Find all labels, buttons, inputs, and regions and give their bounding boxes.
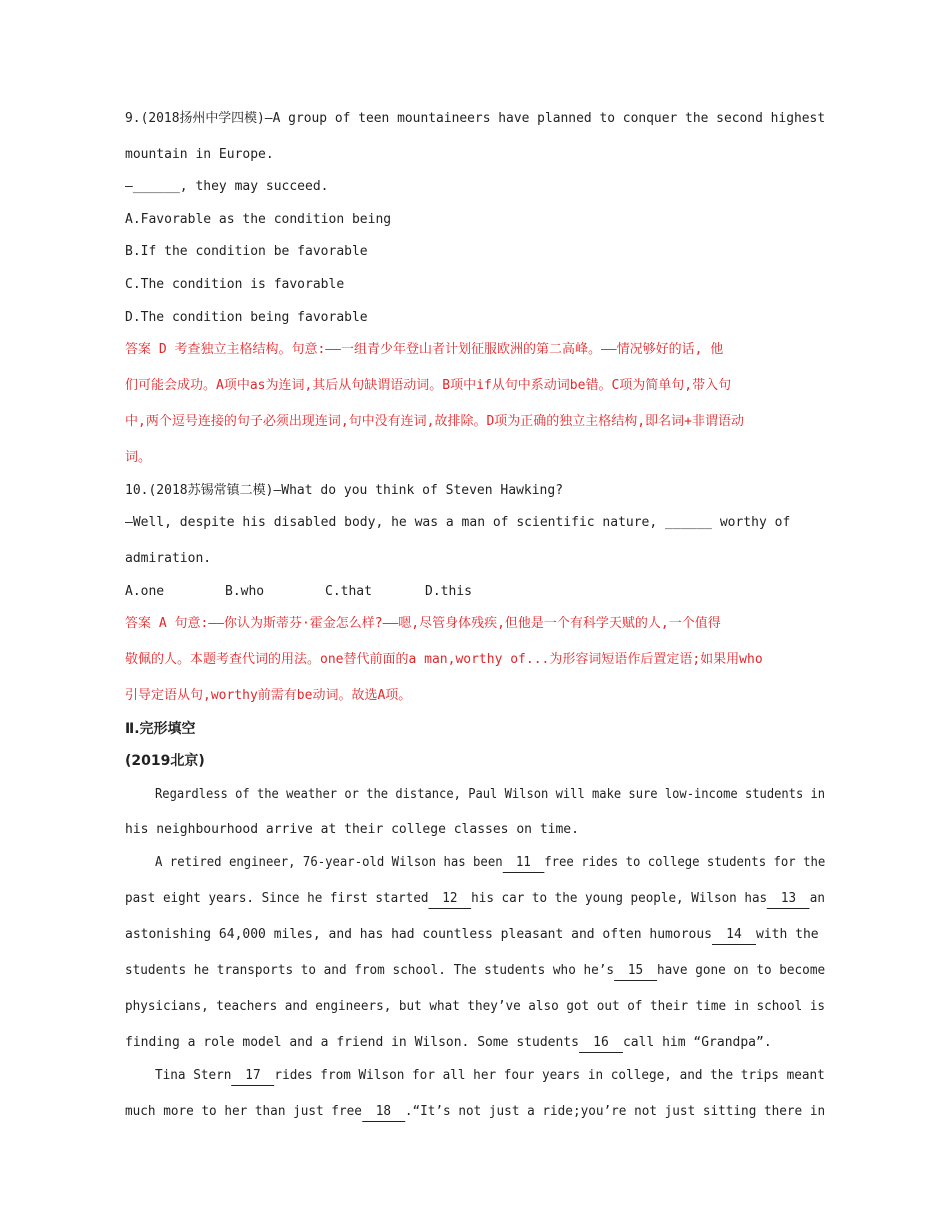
q10-answer-line-3: 引导定语从句,worthy前需有be动词。故选A项。 (125, 688, 412, 703)
passage-p3-line-2 (125, 1097, 825, 1127)
blank-18: 18 (362, 1103, 405, 1122)
q9-option-b: B.If the condition be favorable (125, 244, 368, 259)
text-segment: astonishing 64,000 miles, and has had countless pleasant and often humorous (125, 927, 712, 942)
text-segment: with the (756, 927, 819, 942)
passage-p3-line-1 (155, 1061, 825, 1091)
q9-answer-line-2: 们可能会成功。A项中as为连词,其后从句缺谓语动词。B项中if从句中系动词be错。C项为简单句,带入句 (125, 378, 732, 393)
q10-answer-line-2: 敬佩的人。本题考查代词的用法。one替代前面的a man,worthy of...为形容词短语作后置定语;如果用who (125, 652, 763, 667)
text-segment: Tina Stern (155, 1068, 232, 1083)
q10-option-c: C.that (325, 584, 372, 599)
passage-p2-line-1 (155, 848, 825, 878)
blank-12: 12 (429, 890, 472, 909)
text-segment: call him “Grandpa”. (622, 1035, 772, 1050)
passage-p2-line-2 (125, 884, 825, 914)
q10-options (125, 577, 525, 607)
q9-answer-line-4: 词。 (125, 450, 152, 465)
text-segment: his car to the young people, Wilson has (471, 891, 768, 906)
text-segment: much more to her than just free (125, 1104, 362, 1119)
blank-14: 14 (712, 926, 756, 945)
text-segment: have gone on to become (656, 963, 826, 978)
passage-p1-line-1: Regardless of the weather or the distance, Paul Wilson will make sure low-income students in (155, 787, 826, 802)
q9-option-d: D.The condition being favorable (125, 310, 368, 325)
section-heading: Ⅱ.完形填空 (125, 721, 196, 737)
passage-source: (2019北京) (125, 753, 205, 769)
q9-line-1: 9.(2018扬州中学四模)—A group of teen mountaineers have planned to conquer the second highest (125, 111, 826, 126)
q9-option-a: A.Favorable as the condition being (125, 212, 392, 227)
text-segment: an (809, 891, 825, 906)
q10-line-3: admiration. (125, 551, 212, 566)
text-segment: past eight years. Since he first started (125, 891, 429, 906)
q9-line-2: mountain in Europe. (125, 147, 274, 162)
text-segment: .“It’s not just a ride;you’re not just sitting there in (404, 1104, 826, 1119)
passage-p2-line-3 (125, 920, 819, 950)
text-segment: finding a role model and a friend in Wilson. Some students (125, 1035, 579, 1050)
passage-p2-line-6 (125, 1028, 772, 1058)
text-segment: rides from Wilson for all her four years in college, and the trips meant (274, 1068, 825, 1083)
q10-option-b: B.who (225, 584, 265, 599)
blank-13: 13 (767, 890, 810, 909)
blank-15: 15 (614, 962, 657, 981)
q10-answer-line-1: 答案 A 句意:——你认为斯蒂芬·霍金怎么样?——嗯,尽管身体残疾,但他是一个有科学天赋的人,一个值得 (125, 616, 721, 631)
q10-line-1: 10.(2018苏锡常镇二模)—What do you think of Steven Hawking? (125, 483, 564, 498)
q9-answer-line-3: 中,两个逗号连接的句子必须出现连词,句中没有连词,故排除。D项为正确的独立主格结构,即名词+非谓语动 (125, 414, 744, 429)
text-segment: students he transports to and from school. The students who he’s (125, 963, 615, 978)
q9-answer-line-1: 答案 D 考查独立主格结构。句意:——一组青少年登山者计划征服欧洲的第二高峰。——情况够好的话, 他 (125, 342, 724, 357)
blank-17: 17 (231, 1067, 274, 1086)
q9-option-c: C.The condition is favorable (125, 277, 345, 292)
q10-line-2: —Well, despite his disabled body, he was a man of scientific nature, ______ worthy of (125, 515, 791, 530)
q9-line-3: —______, they may succeed. (125, 179, 329, 194)
text-segment: free rides to college students for the (544, 855, 826, 870)
passage-p2-line-5: physicians, teachers and engineers, but what they’ve also got out of their time in school is (125, 999, 826, 1014)
q10-option-a: A.one (125, 584, 165, 599)
passage-p1-line-2: his neighbourhood arrive at their college classes on time. (125, 822, 579, 837)
q10-option-d: D.this (425, 584, 472, 599)
passage-p2-line-4 (125, 956, 825, 986)
blank-11: 11 (503, 854, 545, 873)
blank-16: 16 (579, 1034, 623, 1053)
text-segment: A retired engineer, 76-year-old Wilson has been (155, 855, 503, 870)
